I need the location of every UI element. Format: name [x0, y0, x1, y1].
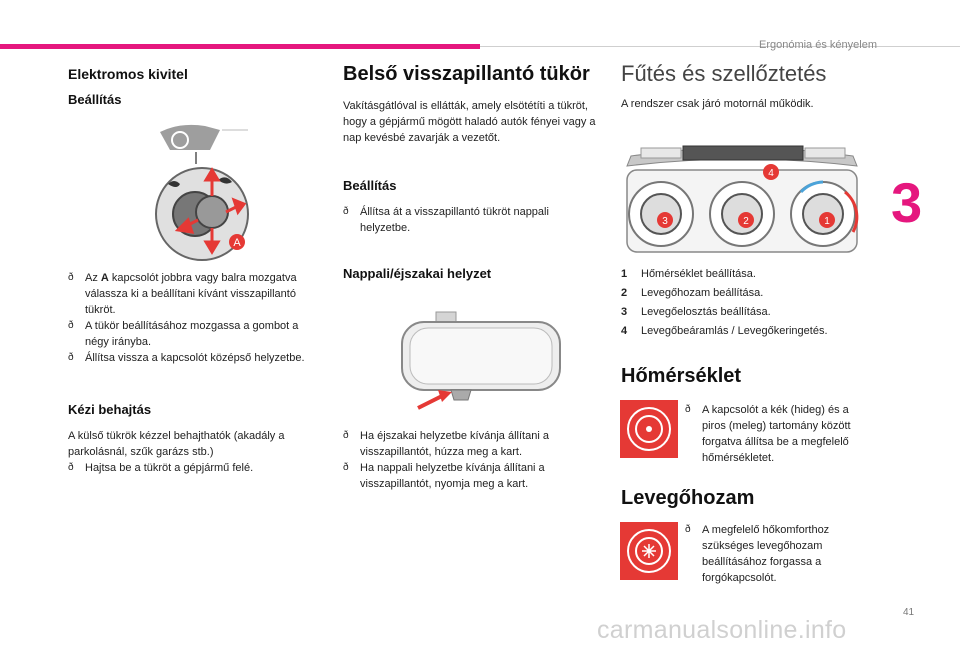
mirror-body-icon	[160, 125, 220, 150]
bullet-day-position: ð Állítsa át a visszapillantó tükröt nappali helyzetbe.	[343, 204, 601, 236]
manual-fold-paragraph: A külső tükrök kézzel behajthatók (akadály a parkolásnál, szűk garázs stb.)	[68, 430, 285, 458]
heading-temperature: Hőmérséklet	[621, 365, 742, 387]
watermark: carmanualsonline.info	[597, 616, 847, 644]
temperature-instructions	[685, 402, 863, 466]
pull-arrow-icon	[418, 390, 452, 408]
interior-mirror-illustration	[396, 308, 566, 418]
header-rule	[480, 46, 960, 47]
heading-heating: Fűtés és szellőztetés	[621, 61, 827, 86]
bullet-select-mirror: ð Az A kapcsolót jobbra vagy balra mozgatva válassza ki a beállítani kívánt visszapillantó tükröt.	[68, 270, 324, 318]
col1-manual-fold	[68, 402, 324, 476]
subheading-day-night: Nappali/éjszakai helyzet	[343, 266, 492, 281]
col2-lever-instructions	[343, 428, 601, 492]
list-item: 4 Levegőbeáramlás / Levegőkeringetés.	[621, 325, 828, 337]
page-number: 41	[903, 607, 915, 618]
callout-2-label: 2	[743, 216, 749, 227]
header-accent-bar	[0, 44, 480, 49]
bullet-move-knob: ð A tükör beállításához mozgassa a gombot a négy irányba.	[68, 318, 324, 350]
interior-mirror-paragraph: Vakításgátlóval is ellátták, amely elsötétíti a tükröt, hogy a gépjármű mögött haladó autók fényei vagy a nap kevésbé zavarják a vezetőt.	[343, 100, 596, 144]
list-item: 1 Hőmérséklet beállítása.	[621, 268, 756, 280]
callout-4-label: 4	[768, 168, 774, 179]
bullet-temperature: ð A kapcsolót a kék (hideg) és a piros (meleg) tartomány között forgatva állítsa be a megfelelő hőmérsékletet.	[685, 402, 863, 466]
callout-1-label: 1	[824, 216, 830, 227]
heading-airflow-wrap	[621, 487, 861, 509]
list-item: 2 Levegőhozam beállítása.	[621, 287, 764, 299]
heading-interior-mirror: Belső visszapillantó tükör	[343, 63, 590, 85]
bullet-day-push: ð Ha nappali helyzetbe kívánja állítani a visszapillantót, nyomja meg a kart.	[343, 460, 601, 492]
col1-instructions	[68, 270, 324, 366]
bullet-night-pull: ð Ha éjszakai helyzetbe kívánja állítani a visszapillantót, húzza meg a kart.	[343, 428, 601, 460]
bullet-fold-mirror: ð Hajtsa be a tükröt a gépjármű felé.	[68, 460, 324, 476]
column-heating	[621, 61, 861, 112]
heading-airflow: Levegőhozam	[621, 487, 755, 509]
bullet-center-switch: ð Állítsa vissza a kapcsolót középső helyzetbe.	[68, 350, 324, 366]
column-electric-mirrors	[68, 66, 324, 108]
heating-paragraph: A rendszer csak járó motornál működik.	[621, 98, 814, 110]
mirror-switch-illustration	[130, 112, 260, 262]
bullet-airflow: ð A megfelelő hőkomforthoz szükséges levegőhozam beállításához forgassa a forgókapcsolót.	[685, 522, 863, 586]
column-interior-mirror	[343, 63, 601, 282]
control-list	[621, 266, 861, 342]
callout-3-label: 3	[662, 216, 668, 227]
airflow-instructions	[685, 522, 863, 586]
heading-electric: Elektromos kivitel	[68, 66, 188, 82]
day-night-lever	[451, 390, 471, 400]
heading-temperature-wrap	[621, 365, 861, 387]
subheading-manual-fold: Kézi behajtás	[68, 402, 152, 417]
subheading-setting: Beállítás	[68, 92, 122, 107]
climate-panel-illustration	[621, 142, 863, 254]
chapter-number: 3	[891, 171, 923, 234]
section-title: Ergonómia és kényelem	[758, 39, 877, 51]
temperature-knob-icon	[620, 400, 678, 458]
callout-a-label: A	[233, 237, 241, 249]
airflow-knob-icon	[620, 522, 678, 580]
adjust-knob	[196, 196, 228, 228]
subheading-interior-setting: Beállítás	[343, 178, 397, 193]
list-item: 3 Levegőelosztás beállítása.	[621, 306, 771, 318]
